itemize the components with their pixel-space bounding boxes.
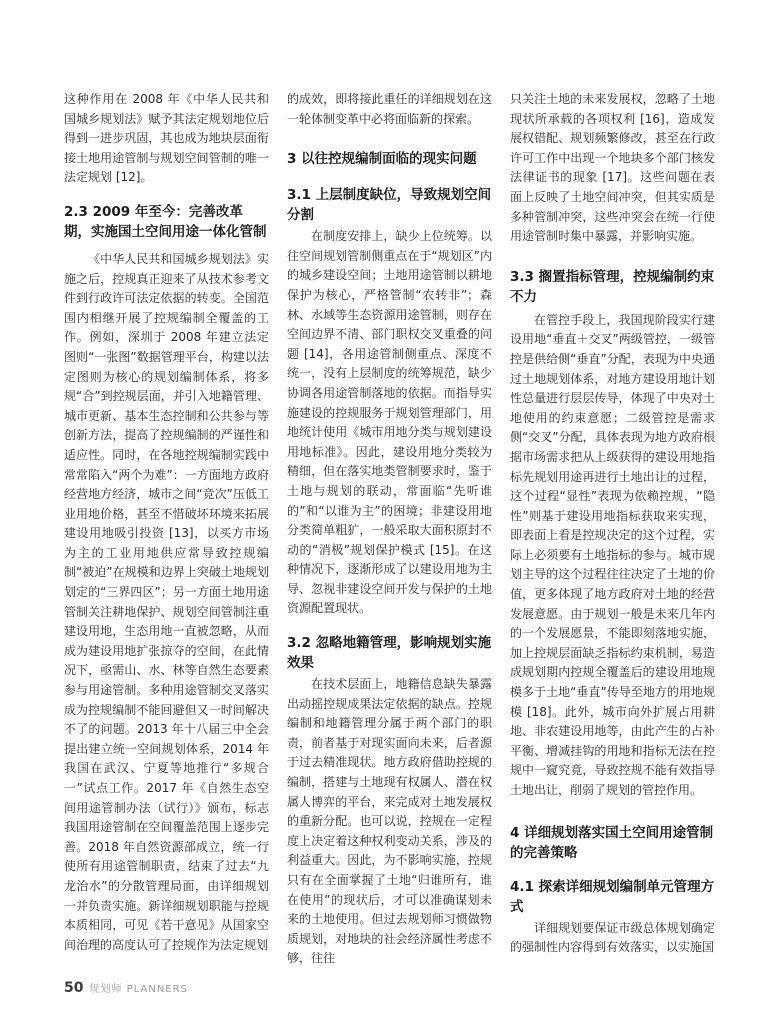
journal-name: 规划师 PLANNERS: [89, 984, 188, 995]
paragraph: 在制度安排上，缺少上位统筹。以往空间规划管制侧重点在于“规划区”内的城乡建设空间；土地用途管制以耕地保护为核心，严格管制“农转非”；森林、水域等生态资源用途管制，则存在空间边界不清、部门职权交叉重叠的问题 [14]，各用途管制侧重点、深度不统一，没有上层制度的统筹规范，缺少协调各用途管制落地的依据。而指导实施建设的控规服务于规划管理部门，用地统计使用《城市用地分类与规划建设用地标准》。因此，建设用地分类较为精细，但在落实地类管制要求时，鉴于土地与规划的联动，常面临“先听谁的”和“以谁为主”的困境；非建设用地分类简单粗犷，一般采取大面积原封不动的“消极”规划保护模式 [15]。在这种情况下，逐渐形成了以建设用地为主导、忽视非建设空间开发与保护的土地资源配置现状。: [287, 229, 492, 616]
paragraph: 只关注土地的未来发展权，忽略了土地现状所承载的各项权利 [16]，造成发展权错配、规划频繁修改，甚至在行政许可工作中出现一个地块多个部门核发法律证书的现象 [17]。这些问题在表面上反映了土地空间冲突，但其实质是多种管制冲突，这些冲突会在统一行使用途管制时集中暴露，并影响实施。: [510, 92, 715, 244]
section-heading: 2.3 2009 年至今：完善改革期，实施国土空间用途一体化管制: [64, 203, 267, 240]
paragraph: 在技术层面上，地籍信息缺失暴露出动摇控规成果法定依据的缺点。控规编制和地籍管理分属于两个部门的职责，前者基于对现实面向未来，后者源于过去精准现状。地方政府借助控规的编制，搭建与土地现有权属人、潜在权属人博弈的平台，来完成对土地发展权的重新分配。也可以说，控规在一定程度上决定着这种权利变动关系，涉及的利益重大。因此，为不影响实施，控规只有在全面掌握了土地“归谁所有，谁在使用”的现状后，才可以准确谋划未来的土地使用。但过去规划师习惯做物质规划，对地块的社会经济属性考虑不够，往往: [287, 677, 492, 966]
subsection-heading: 3.2 忽略地籍管理，影响规划实施效果: [287, 635, 492, 672]
column-2: [287, 90, 492, 969]
paragraph: 的成效，即将接此重任的详细规划在这一轮体制变革中必将面临新的探索。: [287, 92, 492, 126]
paragraph: 这种作用在 2008 年《中华人民共和国城乡规划法》赋予其法定规划地位后得到一进步巩固，其也成为地块层面衔接土地用途管制与规划空间管制的唯一法定规划 [12]。: [64, 92, 269, 185]
section-heading: 3 以往控规编制面临的现实问题: [287, 151, 477, 168]
column-3: [510, 90, 715, 958]
paragraph: 详细规划要保证市级总体规划确定的强制性内容得到有效落实，以实施国: [510, 920, 715, 955]
paragraph: 《中华人民共和国城乡规划法》实施之后，控规真正迎来了从技术参考文件到行政许可法定依据的转变。全国范围内相继开展了控规编制全覆盖的工作。例如，深圳于 2008 年建立法定图则“一张图”数据管理平台，构建以法定图则为核心的规划编制体系，将多规“合”到控规层面，并引入地籍管理、城市更新、基本生态控制和公共参与等创新方法，提高了控规编制的严谨性和适应性。同时，在各地控规编制实践中常常陷入“两个为难”：一方面地方政府经营地方经济，城市之间“竞次”压低工业用地价格，甚至不惜破坏环境来拓展建设用地吸引投资 [13]，以买方市场为主的工业用地供应常导致控规编制“被迫”在规模和边界上突破土地规划划定的“三界四区”；另一方面土地用途管制关注耕地保护、规划空间管制注重建设用地，生态用地一直被忽略，从而成为建设用地扩张掠夺的空间，在此情况下，亟需山、水、林等自然生态要素参与用途管制。多种用途管制交叉落实成为控规编制不能回避但又一时间解决不了的问题。2013 年十八届三中全会提出建立统一空间规划体系，2014 年我国在武汉、宁夏等地推行“多规合一”试点工作。2017 年《自然生态空间用途管制办法（试行）》颁布，标志我国用途管制在空间覆盖范围上逐步完善。2018 年自然资源部成立，统一行使所有用途管制职责，结束了过去“九龙治水”的分散管理局面，由详细规划一并负责实施。新详细规划职能与控规本质相同，可见《若干意见》从国家空间治理的高度认可了控规作为法定规划: [64, 251, 269, 952]
section-heading: 4 详细规划落实国土空间用途管制的完善策略: [510, 824, 714, 861]
paragraph: 在管控手段上，我国现阶段实行建设用地“垂直＋交叉”两级管控，一级管控是供给侧“垂直”分配，表现为中央通过土地规划体系，对地方建设用地计划性总量进行层层传导，体现了中央对土地使用的约束意愿；二级管控是需求侧“交叉”分配，具体表现为地方政府根据市场需求把从上级获得的建设用地指标先规划用途再进行土地出让的过程，这个过程“显性”表现为依赖控规，“隐性”则基于建设用地指标获取来实现，即表面上看是控规决定的这个过程，实际上必须要有土地指标的参与。城市规划主导的这个过程往往决定了土地的价值，更多体现了地方政府对土地的经营发展意愿。由于规划一般是未来几年内的一个发展愿景，不能即刻落地实施，加上控规层面缺乏指标约束机制，易造成规划期内控规全覆盖后的建设用地规模多于土地“垂直”传导至地方的用地规模 [18]。此外，城市向外扩展占用耕地、非农建设用地等，由此产生的占补平衡、增减挂钩的用地和指标无法在控规中一窥究竟，导致控规不能有效指导土地出让，削弱了规划的管控作用。: [510, 312, 715, 797]
subsection-heading: 3.3 搁置指标管理，控规编制约束不力: [510, 268, 715, 305]
column-1: [64, 90, 269, 955]
subsection-heading: 4.1 探索详细规划编制单元管理方式: [510, 878, 715, 915]
page-number: 50: [64, 980, 84, 996]
subsection-heading: 3.1 上层制度缺位，导致规划空间分割: [287, 187, 492, 224]
page-footer: [64, 980, 188, 996]
